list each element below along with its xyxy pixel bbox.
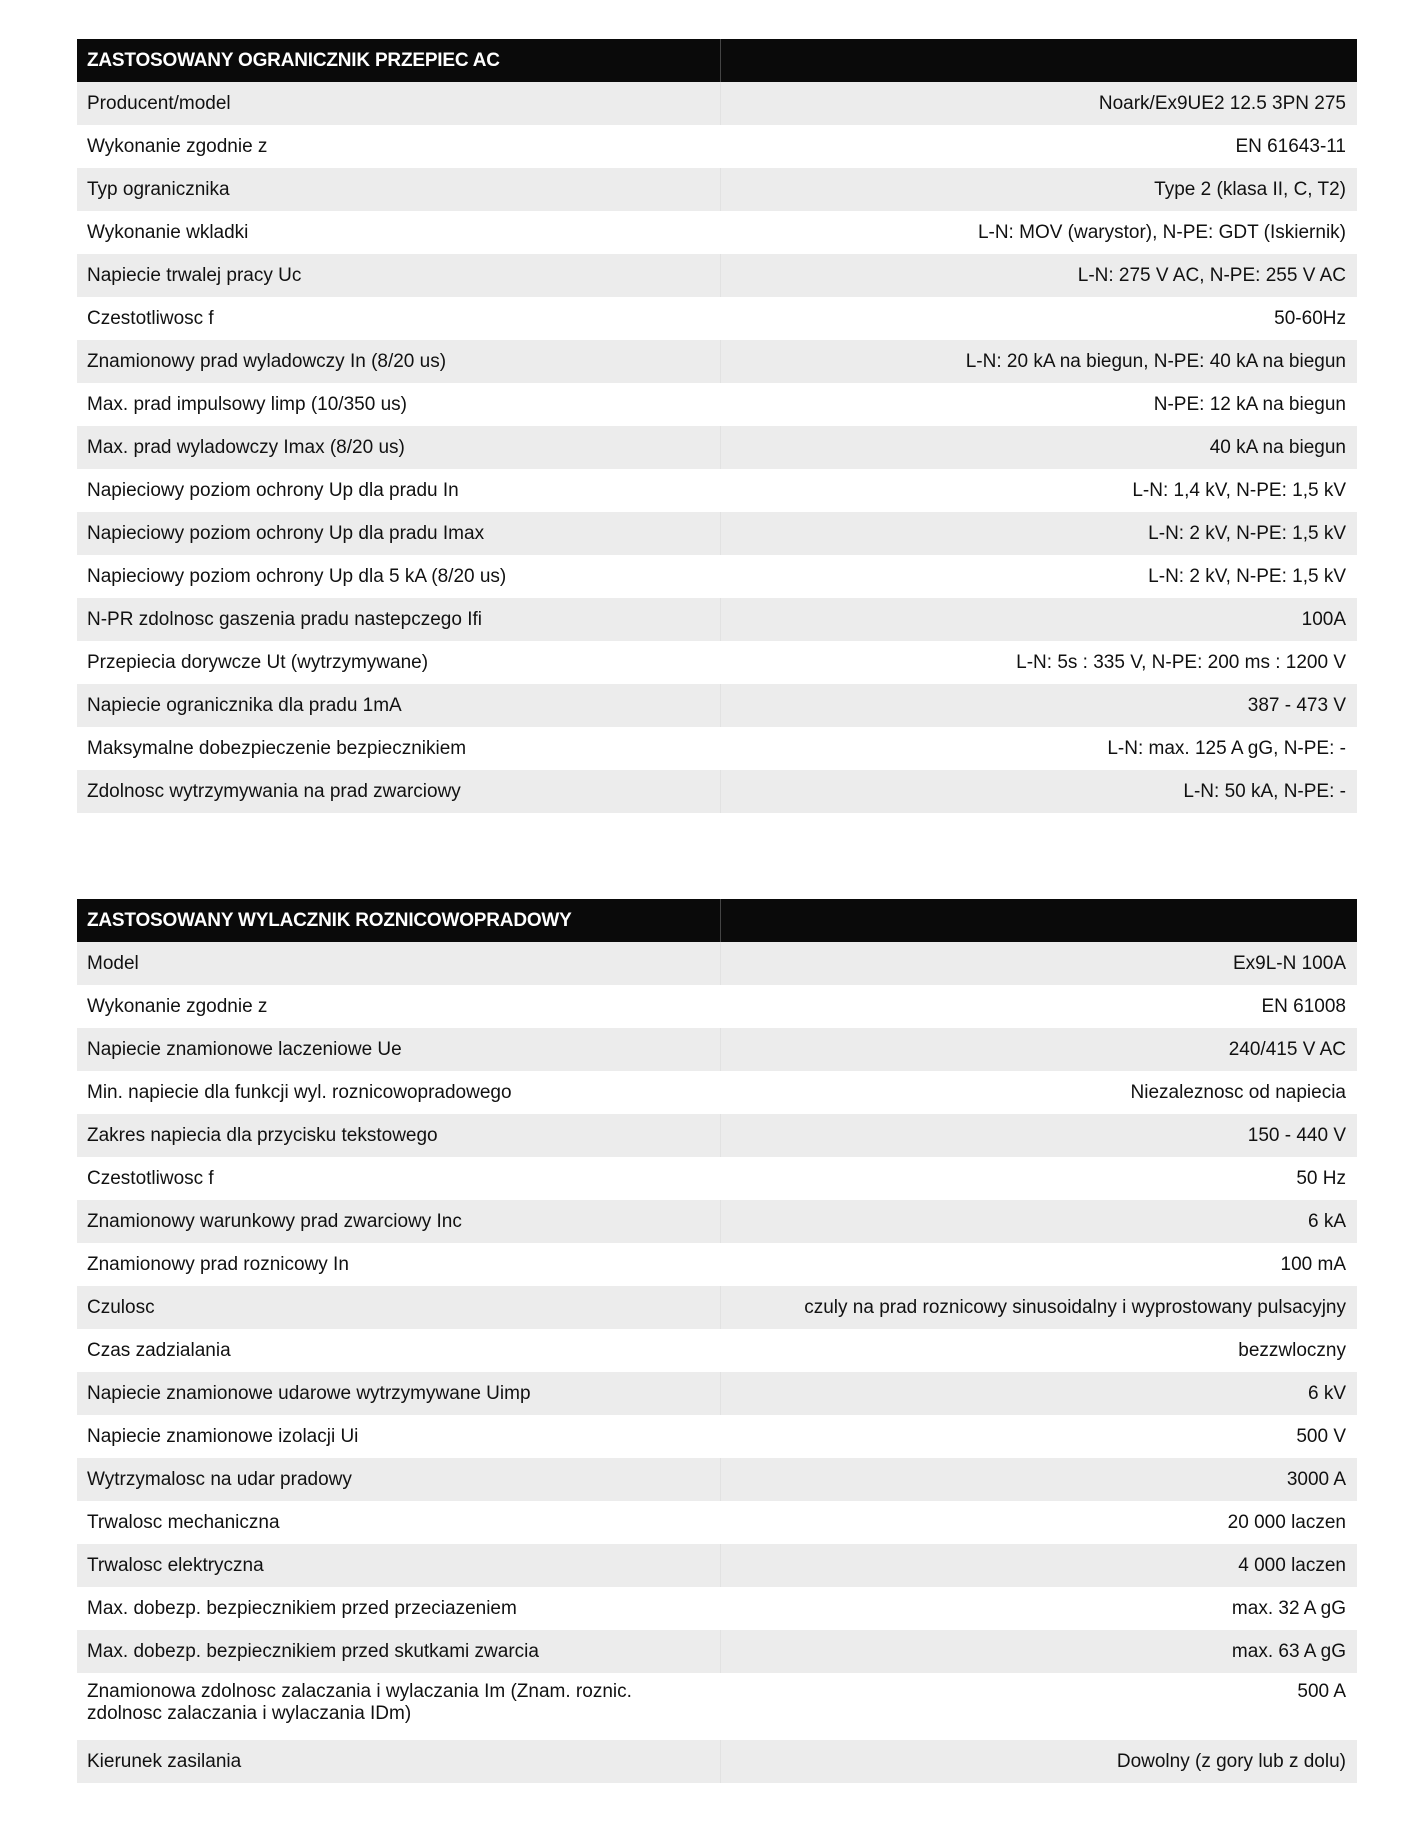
spec-value: czuly na prad roznicowy sinusoidalny i wyprostowany pulsacyjny <box>720 1286 1357 1329</box>
table-row <box>77 1200 1357 1243</box>
spec-label: Zdolnosc wytrzymywania na prad zwarciowy <box>77 770 720 813</box>
spec-label: Min. napiecie dla funkcji wyl. roznicowopradowego <box>77 1071 720 1114</box>
spec-value: L-N: 50 kA, N-PE: - <box>720 770 1357 813</box>
table-row <box>77 168 1357 211</box>
spec-label: Czas zadzialania <box>77 1329 720 1372</box>
table-row <box>77 1415 1357 1458</box>
spec-label: Napiecie znamionowe udarowe wytrzymywane Uimp <box>77 1372 720 1415</box>
table-row <box>77 1243 1357 1286</box>
spec-value: L-N: 2 kV, N-PE: 1,5 kV <box>720 555 1357 598</box>
table-row <box>77 1286 1357 1329</box>
table-row <box>77 211 1357 254</box>
table-row <box>77 383 1357 426</box>
spec-label: Typ ogranicznika <box>77 168 720 211</box>
spec-value: 3000 A <box>720 1458 1357 1501</box>
spec-value: L-N: 5s : 335 V, N-PE: 200 ms : 1200 V <box>720 641 1357 684</box>
table-row <box>77 770 1357 813</box>
table-title: ZASTOSOWANY WYLACZNIK ROZNICOWOPRADOWY <box>77 899 720 942</box>
spec-value: 6 kV <box>720 1372 1357 1415</box>
spec-label: Znamionowa zdolnosc zalaczania i wylaczania Im (Znam. roznic. zdolnosc zalaczania i wylaczania IDm) <box>77 1673 720 1740</box>
table-row <box>77 555 1357 598</box>
spec-value: L-N: 20 kA na biegun, N-PE: 40 kA na biegun <box>720 340 1357 383</box>
spec-label: Napiecie znamionowe laczeniowe Ue <box>77 1028 720 1071</box>
spec-value: Type 2 (klasa II, C, T2) <box>720 168 1357 211</box>
spec-label: Czulosc <box>77 1286 720 1329</box>
table-row <box>77 1028 1357 1071</box>
spec-value: N-PE: 12 kA na biegun <box>720 383 1357 426</box>
spec-label: Napiecie ogranicznika dla pradu 1mA <box>77 684 720 727</box>
spec-value: 100A <box>720 598 1357 641</box>
spec-value: max. 32 A gG <box>720 1587 1357 1630</box>
table-row <box>77 942 1357 985</box>
table-row <box>77 1157 1357 1200</box>
spec-value: 500 A <box>720 1673 1357 1740</box>
spec-value: 20 000 laczen <box>720 1501 1357 1544</box>
table-row <box>77 1740 1357 1783</box>
table-row <box>77 727 1357 770</box>
spec-value: 4 000 laczen <box>720 1544 1357 1587</box>
spec-label: Przepiecia dorywcze Ut (wytrzymywane) <box>77 641 720 684</box>
spec-label: Producent/model <box>77 82 720 125</box>
table-row <box>77 641 1357 684</box>
table-header-empty-cell <box>720 899 1357 942</box>
spec-value: 40 kA na biegun <box>720 426 1357 469</box>
spec-label: Czestotliwosc f <box>77 1157 720 1200</box>
spec-label: Wykonanie zgodnie z <box>77 125 720 168</box>
table-row <box>77 1544 1357 1587</box>
spec-label: Trwalosc mechaniczna <box>77 1501 720 1544</box>
table-row <box>77 1587 1357 1630</box>
spec-label: Zakres napiecia dla przycisku tekstowego <box>77 1114 720 1157</box>
spec-label: Max. dobezp. bezpiecznikiem przed przeciazeniem <box>77 1587 720 1630</box>
spec-label: Kierunek zasilania <box>77 1740 720 1783</box>
table-row <box>77 82 1357 125</box>
spec-value: L-N: MOV (warystor), N-PE: GDT (Iskiernik) <box>720 211 1357 254</box>
spec-label: Znamionowy prad wyladowczy In (8/20 us) <box>77 340 720 383</box>
spec-label: Max. prad impulsowy limp (10/350 us) <box>77 383 720 426</box>
surge-protector-spec-table <box>77 39 1357 813</box>
spec-label: Napiecie znamionowe izolacji Ui <box>77 1415 720 1458</box>
spec-label: Znamionowy prad roznicowy In <box>77 1243 720 1286</box>
table-row <box>77 340 1357 383</box>
spec-value: 50-60Hz <box>720 297 1357 340</box>
table-row <box>77 598 1357 641</box>
spec-label: Trwalosc elektryczna <box>77 1544 720 1587</box>
table-row <box>77 125 1357 168</box>
spec-label: N-PR zdolnosc gaszenia pradu nastepczego Ifi <box>77 598 720 641</box>
table-row <box>77 985 1357 1028</box>
spec-value: Ex9L-N 100A <box>720 942 1357 985</box>
spec-value: 240/415 V AC <box>720 1028 1357 1071</box>
spec-label: Model <box>77 942 720 985</box>
spec-label: Napieciowy poziom ochrony Up dla pradu Imax <box>77 512 720 555</box>
table-row <box>77 1372 1357 1415</box>
spec-value: L-N: 2 kV, N-PE: 1,5 kV <box>720 512 1357 555</box>
spec-label: Wykonanie zgodnie z <box>77 985 720 1028</box>
table-row <box>77 254 1357 297</box>
table-row <box>77 684 1357 727</box>
table-row <box>77 1329 1357 1372</box>
spec-value: Niezaleznosc od napiecia <box>720 1071 1357 1114</box>
spec-label: Maksymalne dobezpieczenie bezpiecznikiem <box>77 727 720 770</box>
table-row <box>77 1673 1357 1740</box>
table-row <box>77 512 1357 555</box>
spec-label: Znamionowy warunkowy prad zwarciowy Inc <box>77 1200 720 1243</box>
table-row <box>77 1071 1357 1114</box>
table-row <box>77 469 1357 512</box>
spec-label: Napiecie trwalej pracy Uc <box>77 254 720 297</box>
spec-value: 6 kA <box>720 1200 1357 1243</box>
table-row <box>77 1458 1357 1501</box>
spec-label: Wykonanie wkladki <box>77 211 720 254</box>
spec-value: EN 61008 <box>720 985 1357 1028</box>
spec-value: L-N: 1,4 kV, N-PE: 1,5 kV <box>720 469 1357 512</box>
spec-label: Napieciowy poziom ochrony Up dla 5 kA (8/20 us) <box>77 555 720 598</box>
spec-value: L-N: max. 125 A gG, N-PE: - <box>720 727 1357 770</box>
spec-value: bezzwloczny <box>720 1329 1357 1372</box>
spec-value: max. 63 A gG <box>720 1630 1357 1673</box>
table-row <box>77 297 1357 340</box>
spec-value: 150 - 440 V <box>720 1114 1357 1157</box>
spec-value: Dowolny (z gory lub z dolu) <box>720 1740 1357 1783</box>
rcd-spec-table <box>77 899 1357 1783</box>
table-header-row <box>77 39 1357 82</box>
table-row <box>77 1630 1357 1673</box>
spec-label: Max. prad wyladowczy Imax (8/20 us) <box>77 426 720 469</box>
spec-value: 50 Hz <box>720 1157 1357 1200</box>
spec-value: Noark/Ex9UE2 12.5 3PN 275 <box>720 82 1357 125</box>
table-header-empty-cell <box>720 39 1357 82</box>
table-title: ZASTOSOWANY OGRANICZNIK PRZEPIEC AC <box>77 39 720 82</box>
spec-value: EN 61643-11 <box>720 125 1357 168</box>
spec-value: 100 mA <box>720 1243 1357 1286</box>
spec-value: 500 V <box>720 1415 1357 1458</box>
spec-label: Czestotliwosc f <box>77 297 720 340</box>
spec-value: 387 - 473 V <box>720 684 1357 727</box>
spec-label: Wytrzymalosc na udar pradowy <box>77 1458 720 1501</box>
table-row <box>77 426 1357 469</box>
spec-label: Napieciowy poziom ochrony Up dla pradu In <box>77 469 720 512</box>
table-row <box>77 1501 1357 1544</box>
spec-value: L-N: 275 V AC, N-PE: 255 V AC <box>720 254 1357 297</box>
spec-label: Max. dobezp. bezpiecznikiem przed skutkami zwarcia <box>77 1630 720 1673</box>
table-header-row <box>77 899 1357 942</box>
table-row <box>77 1114 1357 1157</box>
